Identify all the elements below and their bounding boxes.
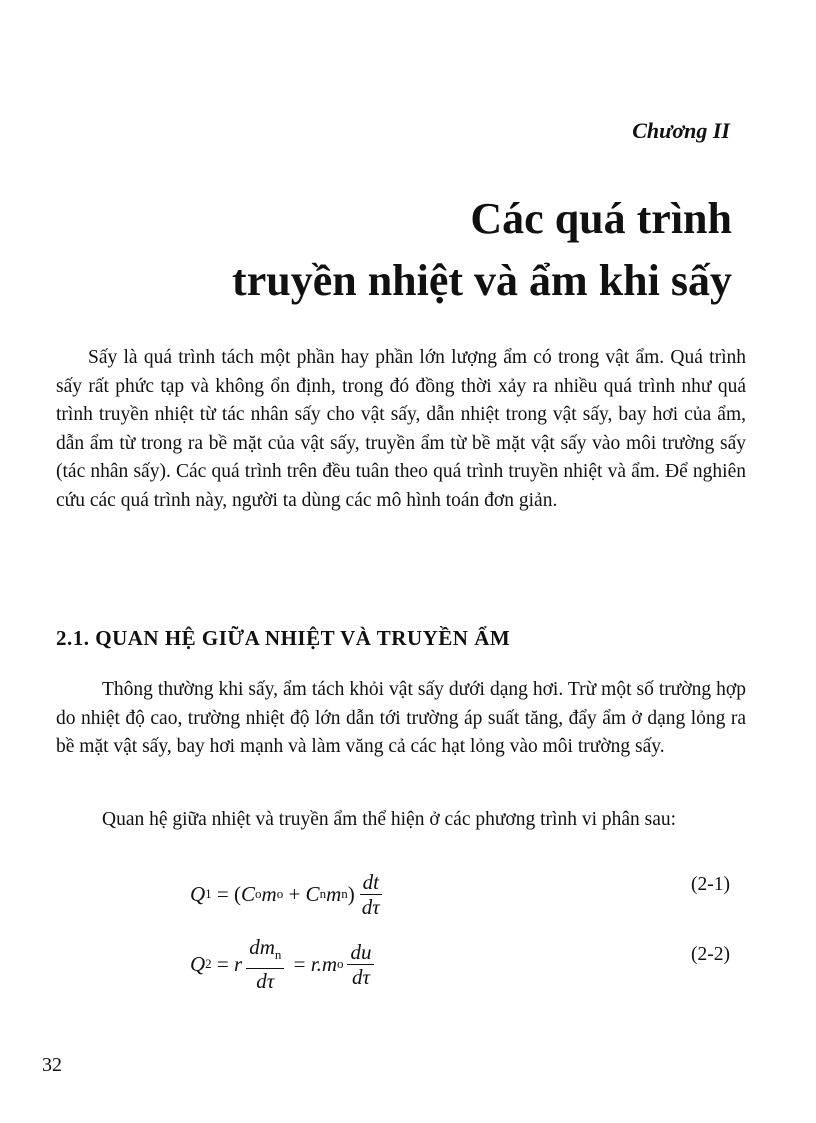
chapter-title-line-2: truyền nhiệt và ẩm khi sấy — [232, 256, 732, 305]
equation-2-1-number: (2-1) — [691, 874, 730, 895]
chapter-label: Chương II — [632, 118, 730, 143]
equation-2-2-number: (2-2) — [691, 944, 730, 965]
section-paragraph-1: Thông thường khi sấy, ẩm tách khỏi vật sấy dưới dạng hơi. Trừ một số trường hợp do nhiệt độ cao, trường nhiệt độ lớn dẫn tới trường áp suất tăng, đẩy ẩm ở dạng lỏng ra bề mặt vật sấy, bay hơi mạnh và làm văng cả các hạt lỏng vào môi trường sấy. — [56, 679, 746, 757]
chapter-title-line-1: Các quá trình — [470, 194, 732, 243]
intro-paragraph: Sấy là quá trình tách một phần hay phần lớn lượng ẩm có trong vật ẩm. Quá trình sấy rất phức tạp và không ổn định, trong đó đồng thời xảy ra nhiều quá trình như quá trình truyền nhiệt từ tác nhân sấy cho vật sấy, dẫn nhiệt trong vật sấy, bay hơi của ẩm, dẫn ẩm từ trong ra bề mặt của vật sấy, truyền ẩm từ bề mặt vật sấy vào môi trường sấy (tác nhân sấy). Các quá trình trên đều tuân theo quá trình truyền nhiệt và ẩm. Để nghiên cứu các quá trình này, người ta dùng các mô hình toán đơn giản. — [56, 347, 746, 511]
section-heading: 2.1. QUAN HỆ GIỮA NHIỆT VÀ TRUYỀN ẨM — [56, 626, 511, 650]
equation-2-1 — [190, 866, 730, 922]
chapter-title — [232, 188, 732, 312]
section-paragraph-2: Quan hệ giữa nhiệt và truyền ẩm thể hiện ở các phương trình vi phân sau: — [102, 809, 677, 830]
page-number: 32 — [42, 1054, 62, 1076]
equation-2-2 — [190, 936, 730, 992]
equation-2-2-formula: Q 2 = r $\frac{dm_n}{d\tau}$ = r.m o $\frac{du}{d\tau}$ — [190, 936, 378, 992]
equation-2-1-formula: Q 1 = ( C o m o + C n m n ) $\frac{dt}{d\tau}$ — [190, 866, 387, 922]
